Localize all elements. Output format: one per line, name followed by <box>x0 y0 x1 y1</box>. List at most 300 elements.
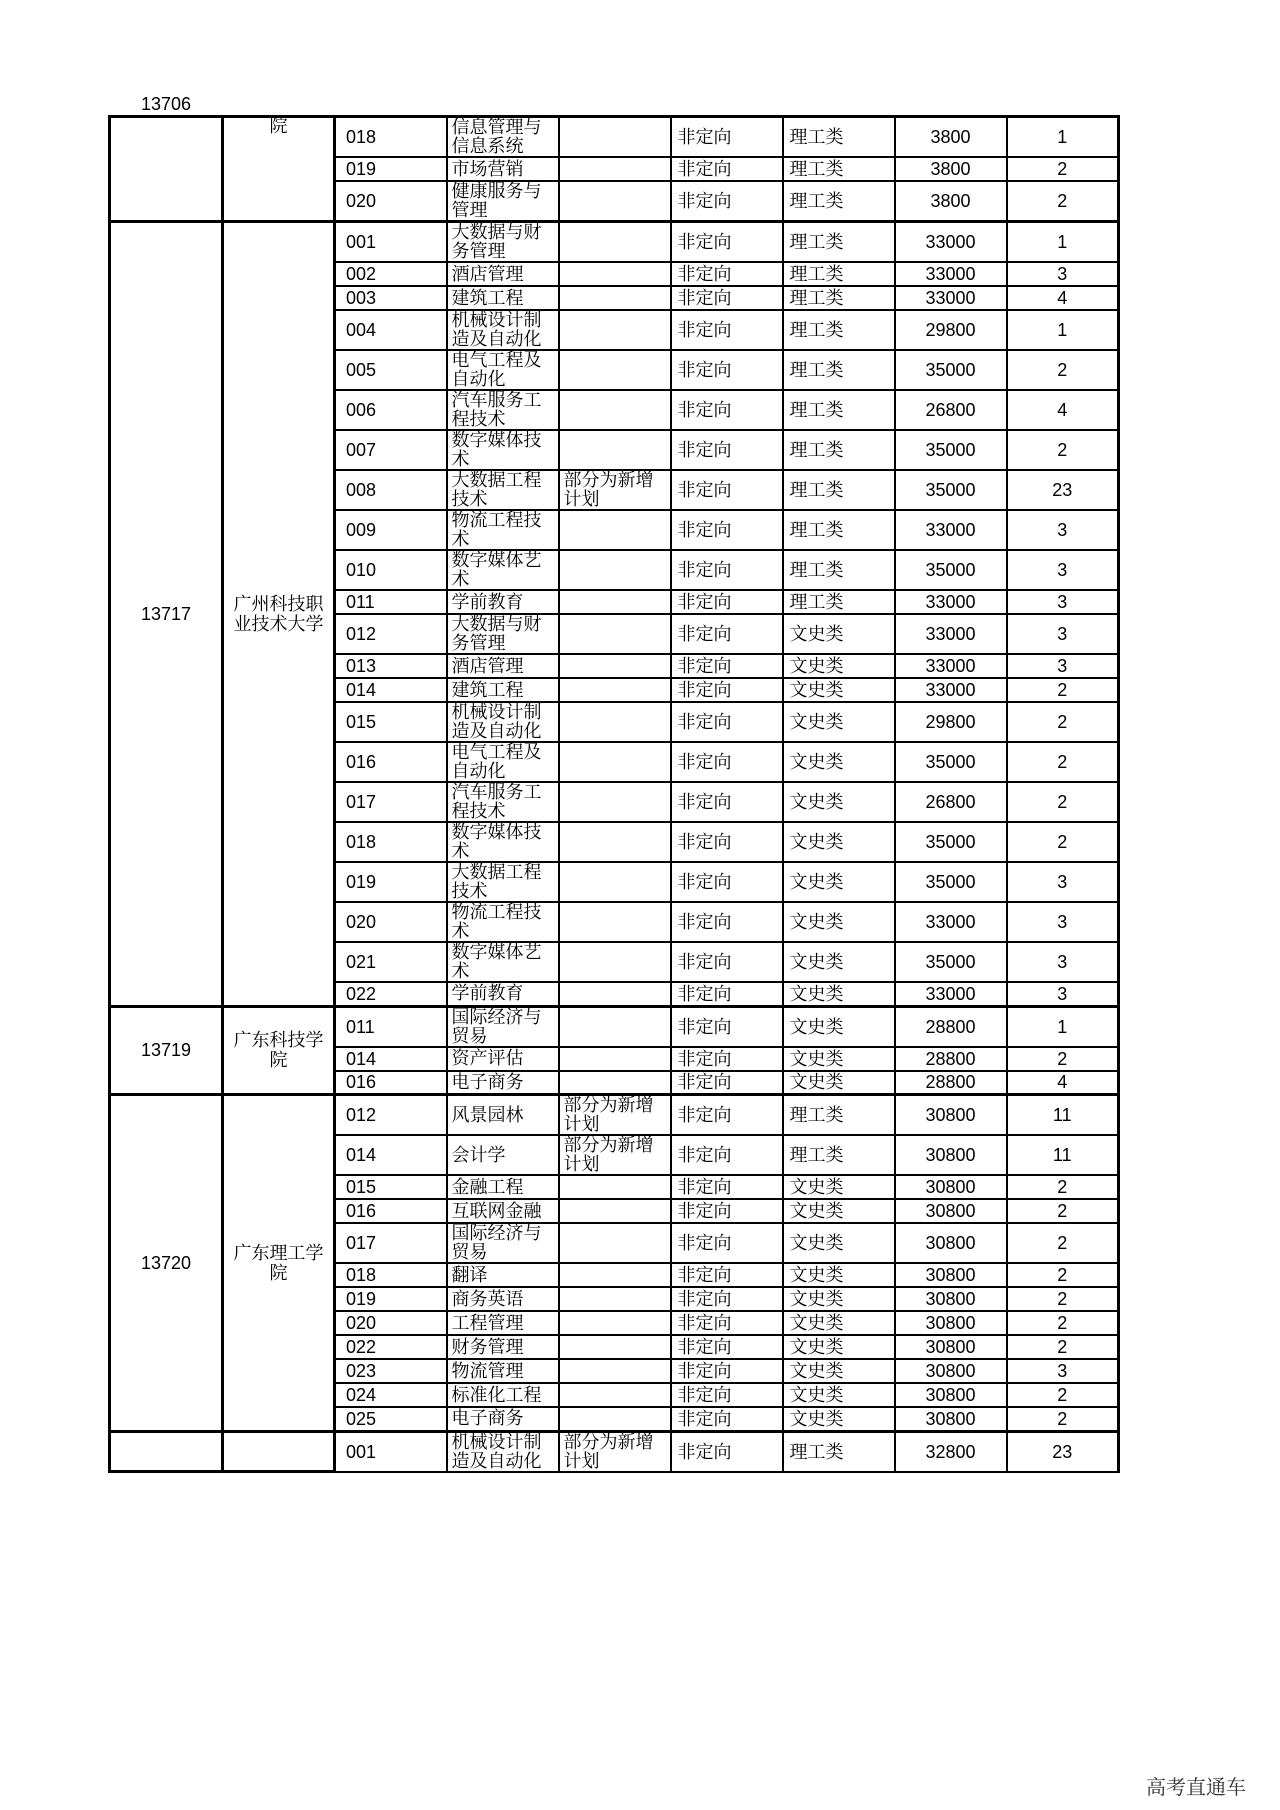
direction-cell: 非定向 <box>671 1047 783 1071</box>
tuition-cell: 28800 <box>895 1071 1007 1095</box>
major-name-cell: 财务管理 <box>447 1335 559 1359</box>
major-code-cell: 004 <box>335 310 447 350</box>
direction-cell: 非定向 <box>671 822 783 862</box>
plan-count-cell: 2 <box>1007 742 1119 782</box>
tuition-cell: 33000 <box>895 654 1007 678</box>
category-cell: 理工类 <box>783 262 895 286</box>
direction-cell: 非定向 <box>671 1383 783 1407</box>
major-name-cell: 市场营销 <box>447 157 559 181</box>
tuition-cell: 32800 <box>895 1431 1007 1472</box>
direction-cell: 非定向 <box>671 262 783 286</box>
remark-cell <box>559 1383 671 1407</box>
direction-cell: 非定向 <box>671 702 783 742</box>
tuition-cell: 26800 <box>895 390 1007 430</box>
tuition-cell: 33000 <box>895 222 1007 263</box>
direction-cell: 非定向 <box>671 862 783 902</box>
direction-cell: 非定向 <box>671 430 783 470</box>
category-cell: 文史类 <box>783 654 895 678</box>
tuition-cell: 29800 <box>895 702 1007 742</box>
remark-cell <box>559 1199 671 1223</box>
school-code-cell <box>110 1095 223 1432</box>
tuition-cell: 30800 <box>895 1135 1007 1175</box>
category-cell: 理工类 <box>783 390 895 430</box>
table-row <box>110 1006 1119 1047</box>
plan-count-cell: 2 <box>1007 702 1119 742</box>
plan-count-cell: 3 <box>1007 262 1119 286</box>
category-cell: 文史类 <box>783 742 895 782</box>
category-cell: 文史类 <box>783 982 895 1006</box>
major-code-cell: 019 <box>335 1287 447 1311</box>
school-code: 13719 <box>140 1040 192 1061</box>
remark-cell <box>559 430 671 470</box>
direction-cell: 非定向 <box>671 470 783 510</box>
category-cell: 文史类 <box>783 702 895 742</box>
major-name-cell: 学前教育 <box>447 590 559 614</box>
category-cell: 理工类 <box>783 310 895 350</box>
major-name-cell: 电气工程及自动化 <box>447 742 559 782</box>
plan-count-cell: 1 <box>1007 222 1119 263</box>
major-name-cell: 信息管理与信息系统 <box>447 117 559 158</box>
major-code-cell: 012 <box>335 1095 447 1136</box>
remark-cell: 部分为新增计划 <box>559 1135 671 1175</box>
tuition-cell: 33000 <box>895 590 1007 614</box>
category-cell: 文史类 <box>783 1383 895 1407</box>
tuition-cell: 33000 <box>895 902 1007 942</box>
remark-cell: 部分为新增计划 <box>559 1431 671 1472</box>
school-name-cell <box>223 1095 335 1432</box>
category-cell: 理工类 <box>783 550 895 590</box>
plan-count-cell: 4 <box>1007 390 1119 430</box>
category-cell: 文史类 <box>783 1071 895 1095</box>
major-code-cell: 005 <box>335 350 447 390</box>
major-name-cell: 建筑工程 <box>447 286 559 310</box>
major-code-cell: 016 <box>335 1199 447 1223</box>
remark-cell <box>559 1359 671 1383</box>
school-name-cell <box>223 222 335 1007</box>
tuition-cell: 30800 <box>895 1407 1007 1431</box>
category-cell: 理工类 <box>783 470 895 510</box>
category-cell: 文史类 <box>783 1287 895 1311</box>
plan-count-cell: 3 <box>1007 614 1119 654</box>
category-cell: 文史类 <box>783 614 895 654</box>
remark-cell <box>559 262 671 286</box>
major-code-cell: 008 <box>335 470 447 510</box>
major-name-cell: 互联网金融 <box>447 1199 559 1223</box>
school-name: 广东科技学院 <box>233 1030 324 1071</box>
direction-cell: 非定向 <box>671 310 783 350</box>
direction-cell: 非定向 <box>671 550 783 590</box>
remark-cell <box>559 350 671 390</box>
plan-count-cell: 3 <box>1007 982 1119 1006</box>
major-code-cell: 020 <box>335 1311 447 1335</box>
plan-count-cell: 4 <box>1007 1071 1119 1095</box>
major-code-cell: 011 <box>335 590 447 614</box>
remark-cell <box>559 702 671 742</box>
category-cell: 文史类 <box>783 1359 895 1383</box>
direction-cell: 非定向 <box>671 1263 783 1287</box>
category-cell: 理工类 <box>783 181 895 222</box>
tuition-cell: 33000 <box>895 286 1007 310</box>
school-code: 13720 <box>140 1252 192 1273</box>
plan-count-cell: 1 <box>1007 117 1119 158</box>
direction-cell: 非定向 <box>671 678 783 702</box>
direction-cell: 非定向 <box>671 1287 783 1311</box>
plan-count-cell: 3 <box>1007 510 1119 550</box>
school-code-cell <box>110 222 223 1007</box>
major-name-cell: 大数据与财务管理 <box>447 614 559 654</box>
remark-cell <box>559 157 671 181</box>
category-cell: 文史类 <box>783 1335 895 1359</box>
major-name-cell: 数字媒体艺术 <box>447 550 559 590</box>
remark-cell <box>559 1311 671 1335</box>
direction-cell: 非定向 <box>671 510 783 550</box>
admission-plan-table <box>108 94 1120 1473</box>
major-name-cell: 学前教育 <box>447 982 559 1006</box>
direction-cell: 非定向 <box>671 1223 783 1263</box>
major-code-cell: 018 <box>335 822 447 862</box>
plan-count-cell: 3 <box>1007 654 1119 678</box>
major-name-cell: 物流管理 <box>447 1359 559 1383</box>
table-row <box>110 222 1119 263</box>
tuition-cell: 30800 <box>895 1199 1007 1223</box>
remark-cell: 部分为新增计划 <box>559 470 671 510</box>
plan-count-cell: 2 <box>1007 1263 1119 1287</box>
plan-count-cell: 2 <box>1007 157 1119 181</box>
remark-cell <box>559 902 671 942</box>
major-code-cell: 014 <box>335 1135 447 1175</box>
plan-count-cell: 2 <box>1007 1407 1119 1431</box>
tuition-cell: 30800 <box>895 1311 1007 1335</box>
category-cell: 理工类 <box>783 222 895 263</box>
plan-count-cell: 2 <box>1007 430 1119 470</box>
major-name-cell: 建筑工程 <box>447 678 559 702</box>
major-name-cell: 风景园林 <box>447 1095 559 1136</box>
plan-count-cell: 2 <box>1007 1199 1119 1223</box>
plan-count-cell: 1 <box>1007 310 1119 350</box>
plan-count-cell: 2 <box>1007 822 1119 862</box>
major-name-cell: 物流工程技术 <box>447 510 559 550</box>
major-name-cell: 数字媒体艺术 <box>447 942 559 982</box>
major-code-cell: 012 <box>335 614 447 654</box>
remark-cell <box>559 117 671 158</box>
direction-cell: 非定向 <box>671 982 783 1006</box>
table-row <box>110 1431 1119 1472</box>
major-name-cell: 大数据与财务管理 <box>447 222 559 263</box>
major-code-cell: 013 <box>335 654 447 678</box>
tuition-cell: 30800 <box>895 1287 1007 1311</box>
remark-cell <box>559 614 671 654</box>
school-name: 广州科技职业技术大学 <box>233 593 324 634</box>
tuition-cell: 3800 <box>895 117 1007 158</box>
remark-cell <box>559 222 671 263</box>
tuition-cell: 35000 <box>895 550 1007 590</box>
category-cell: 文史类 <box>783 822 895 862</box>
plan-count-cell: 2 <box>1007 782 1119 822</box>
school-name-cell <box>223 1006 335 1095</box>
direction-cell: 非定向 <box>671 742 783 782</box>
tuition-cell: 30800 <box>895 1223 1007 1263</box>
major-name-cell: 翻译 <box>447 1263 559 1287</box>
category-cell: 文史类 <box>783 1407 895 1431</box>
category-cell: 文史类 <box>783 1006 895 1047</box>
remark-cell <box>559 678 671 702</box>
direction-cell: 非定向 <box>671 1431 783 1472</box>
major-code-cell: 014 <box>335 678 447 702</box>
tuition-cell: 33000 <box>895 678 1007 702</box>
direction-cell: 非定向 <box>671 1407 783 1431</box>
remark-cell <box>559 1006 671 1047</box>
plan-count-cell: 1 <box>1007 1006 1119 1047</box>
remark-cell <box>559 181 671 222</box>
remark-cell <box>559 862 671 902</box>
major-code-cell: 001 <box>335 1431 447 1472</box>
remark-cell: 部分为新增计划 <box>559 1095 671 1136</box>
plan-count-cell: 2 <box>1007 350 1119 390</box>
major-code-cell: 002 <box>335 262 447 286</box>
remark-cell <box>559 1223 671 1263</box>
direction-cell: 非定向 <box>671 902 783 942</box>
plan-count-cell: 2 <box>1007 1383 1119 1407</box>
category-cell: 理工类 <box>783 1135 895 1175</box>
remark-cell <box>559 1263 671 1287</box>
tuition-cell: 29800 <box>895 310 1007 350</box>
tuition-cell: 3800 <box>895 157 1007 181</box>
category-cell: 文史类 <box>783 1175 895 1199</box>
category-cell: 文史类 <box>783 862 895 902</box>
direction-cell: 非定向 <box>671 1335 783 1359</box>
remark-cell <box>559 782 671 822</box>
plan-count-cell: 4 <box>1007 286 1119 310</box>
remark-cell <box>559 510 671 550</box>
table-row <box>110 1095 1119 1136</box>
tuition-cell: 30800 <box>895 1359 1007 1383</box>
tuition-cell: 30800 <box>895 1095 1007 1136</box>
tuition-cell: 35000 <box>895 742 1007 782</box>
school-name: 院 <box>269 116 288 136</box>
direction-cell: 非定向 <box>671 222 783 263</box>
major-code-cell: 017 <box>335 1223 447 1263</box>
tuition-cell: 33000 <box>895 510 1007 550</box>
direction-cell: 非定向 <box>671 654 783 678</box>
remark-cell <box>559 982 671 1006</box>
school-code-cell <box>110 1431 223 1472</box>
major-code-cell: 023 <box>335 1359 447 1383</box>
category-cell: 理工类 <box>783 1431 895 1472</box>
plan-count-cell: 3 <box>1007 942 1119 982</box>
major-name-cell: 大数据工程技术 <box>447 470 559 510</box>
major-name-cell: 数字媒体技术 <box>447 430 559 470</box>
major-code-cell: 010 <box>335 550 447 590</box>
direction-cell: 非定向 <box>671 1135 783 1175</box>
plan-count-cell: 23 <box>1007 1431 1119 1472</box>
category-cell: 理工类 <box>783 590 895 614</box>
remark-cell <box>559 1335 671 1359</box>
major-name-cell: 机械设计制造及自动化 <box>447 1431 559 1472</box>
remark-cell <box>559 590 671 614</box>
tuition-cell: 33000 <box>895 982 1007 1006</box>
category-cell: 文史类 <box>783 1311 895 1335</box>
major-code-cell: 018 <box>335 1263 447 1287</box>
remark-cell <box>559 286 671 310</box>
plan-count-cell: 2 <box>1007 1335 1119 1359</box>
category-cell: 文史类 <box>783 1223 895 1263</box>
major-name-cell: 工程管理 <box>447 1311 559 1335</box>
category-cell: 文史类 <box>783 782 895 822</box>
direction-cell: 非定向 <box>671 350 783 390</box>
direction-cell: 非定向 <box>671 390 783 430</box>
plan-count-cell: 3 <box>1007 902 1119 942</box>
school-name: 广东理工学院 <box>233 1242 324 1283</box>
category-cell: 理工类 <box>783 117 895 158</box>
direction-cell: 非定向 <box>671 157 783 181</box>
major-name-cell: 商务英语 <box>447 1287 559 1311</box>
remark-cell <box>559 654 671 678</box>
remark-cell <box>559 822 671 862</box>
tuition-cell: 26800 <box>895 782 1007 822</box>
tuition-cell: 35000 <box>895 430 1007 470</box>
major-code-cell: 016 <box>335 742 447 782</box>
category-cell: 理工类 <box>783 157 895 181</box>
tuition-cell: 35000 <box>895 470 1007 510</box>
tuition-cell: 28800 <box>895 1047 1007 1071</box>
major-code-cell: 020 <box>335 902 447 942</box>
category-cell: 文史类 <box>783 1263 895 1287</box>
tuition-cell: 30800 <box>895 1335 1007 1359</box>
major-code-cell: 017 <box>335 782 447 822</box>
major-code-cell: 021 <box>335 942 447 982</box>
major-name-cell: 大数据工程技术 <box>447 862 559 902</box>
school-name-cell <box>223 117 335 222</box>
category-cell: 理工类 <box>783 510 895 550</box>
major-code-cell: 020 <box>335 181 447 222</box>
plan-count-cell: 11 <box>1007 1095 1119 1136</box>
major-name-cell: 电子商务 <box>447 1407 559 1431</box>
major-code-cell: 003 <box>335 286 447 310</box>
major-code-cell: 015 <box>335 1175 447 1199</box>
plan-count-cell: 2 <box>1007 181 1119 222</box>
direction-cell: 非定向 <box>671 1359 783 1383</box>
category-cell: 文史类 <box>783 1047 895 1071</box>
plan-count-cell: 3 <box>1007 1359 1119 1383</box>
major-name-cell: 汽车服务工程技术 <box>447 782 559 822</box>
tuition-cell: 35000 <box>895 822 1007 862</box>
remark-cell <box>559 942 671 982</box>
major-name-cell: 酒店管理 <box>447 654 559 678</box>
major-name-cell: 会计学 <box>447 1135 559 1175</box>
tuition-cell: 30800 <box>895 1383 1007 1407</box>
major-code-cell: 018 <box>335 117 447 158</box>
major-code-cell: 019 <box>335 157 447 181</box>
category-cell: 理工类 <box>783 430 895 470</box>
category-cell: 理工类 <box>783 286 895 310</box>
tuition-cell: 33000 <box>895 262 1007 286</box>
tuition-cell: 28800 <box>895 1006 1007 1047</box>
plan-count-cell: 2 <box>1007 678 1119 702</box>
remark-cell <box>559 1287 671 1311</box>
tuition-cell: 35000 <box>895 862 1007 902</box>
major-code-cell: 001 <box>335 222 447 263</box>
direction-cell: 非定向 <box>671 782 783 822</box>
category-cell: 文史类 <box>783 1199 895 1223</box>
direction-cell: 非定向 <box>671 1199 783 1223</box>
major-name-cell: 国际经济与贸易 <box>447 1223 559 1263</box>
major-name-cell: 物流工程技术 <box>447 902 559 942</box>
major-name-cell: 数字媒体技术 <box>447 822 559 862</box>
major-name-cell: 汽车服务工程技术 <box>447 390 559 430</box>
major-name-cell: 金融工程 <box>447 1175 559 1199</box>
direction-cell: 非定向 <box>671 590 783 614</box>
plan-count-cell: 3 <box>1007 862 1119 902</box>
remark-cell <box>559 1175 671 1199</box>
direction-cell: 非定向 <box>671 1071 783 1095</box>
major-code-cell: 022 <box>335 1335 447 1359</box>
direction-cell: 非定向 <box>671 1311 783 1335</box>
major-code-cell: 007 <box>335 430 447 470</box>
category-cell: 文史类 <box>783 902 895 942</box>
major-name-cell: 电子商务 <box>447 1071 559 1095</box>
category-cell: 文史类 <box>783 942 895 982</box>
plan-count-cell: 3 <box>1007 550 1119 590</box>
direction-cell: 非定向 <box>671 942 783 982</box>
plan-count-cell: 2 <box>1007 1223 1119 1263</box>
major-code-cell: 024 <box>335 1383 447 1407</box>
plan-count-cell: 2 <box>1007 1175 1119 1199</box>
major-code-cell: 015 <box>335 702 447 742</box>
plan-count-cell: 3 <box>1007 590 1119 614</box>
school-code: 13717 <box>140 603 192 624</box>
tuition-cell: 30800 <box>895 1175 1007 1199</box>
direction-cell: 非定向 <box>671 1095 783 1136</box>
school-code: 13706 <box>140 94 192 114</box>
major-code-cell: 019 <box>335 862 447 902</box>
direction-cell: 非定向 <box>671 1006 783 1047</box>
remark-cell <box>559 742 671 782</box>
major-name-cell: 酒店管理 <box>447 262 559 286</box>
major-name-cell: 标准化工程 <box>447 1383 559 1407</box>
major-name-cell: 国际经济与贸易 <box>447 1006 559 1047</box>
table-row <box>110 117 1119 158</box>
school-code-cell <box>110 1006 223 1095</box>
plan-count-cell: 11 <box>1007 1135 1119 1175</box>
plan-count-cell: 23 <box>1007 470 1119 510</box>
remark-cell <box>559 1407 671 1431</box>
direction-cell: 非定向 <box>671 181 783 222</box>
tuition-cell: 3800 <box>895 181 1007 222</box>
major-name-cell: 机械设计制造及自动化 <box>447 702 559 742</box>
remark-cell <box>559 390 671 430</box>
major-name-cell: 健康服务与管理 <box>447 181 559 222</box>
direction-cell: 非定向 <box>671 614 783 654</box>
major-name-cell: 资产评估 <box>447 1047 559 1071</box>
plan-count-cell: 2 <box>1007 1047 1119 1071</box>
plan-count-cell: 2 <box>1007 1311 1119 1335</box>
category-cell: 理工类 <box>783 350 895 390</box>
major-code-cell: 006 <box>335 390 447 430</box>
remark-cell <box>559 1047 671 1071</box>
tuition-cell: 35000 <box>895 942 1007 982</box>
major-code-cell: 014 <box>335 1047 447 1071</box>
major-code-cell: 022 <box>335 982 447 1006</box>
direction-cell: 非定向 <box>671 1175 783 1199</box>
plan-count-cell: 2 <box>1007 1287 1119 1311</box>
remark-cell <box>559 550 671 590</box>
major-code-cell: 016 <box>335 1071 447 1095</box>
school-code-cell <box>110 94 223 222</box>
major-code-cell: 009 <box>335 510 447 550</box>
tuition-cell: 33000 <box>895 614 1007 654</box>
tuition-cell: 30800 <box>895 1263 1007 1287</box>
category-cell: 理工类 <box>783 1095 895 1136</box>
